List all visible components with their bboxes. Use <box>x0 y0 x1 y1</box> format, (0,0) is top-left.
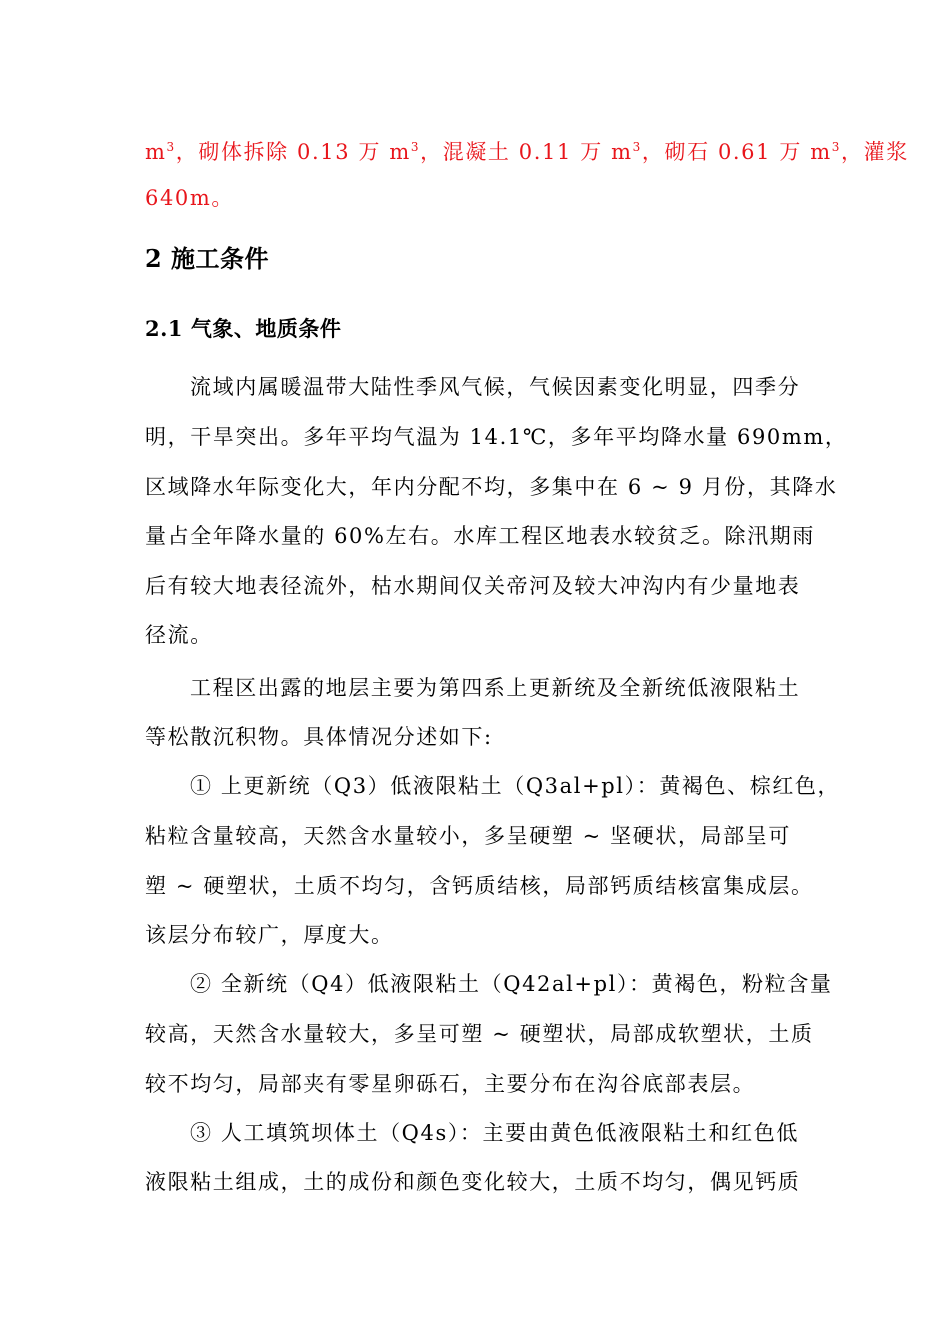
subsection-heading: 2.1 气象、地质条件 <box>145 316 342 341</box>
paragraph-line: 区域降水年际变化大，年内分配不均，多集中在 6 ~ 9 月份，其降水 <box>145 475 838 499</box>
superscript: 3 <box>632 140 642 154</box>
section-heading: 2 施工条件 <box>145 244 270 273</box>
intro-line-2: 640m。 <box>145 186 234 210</box>
list-item-line: ② 全新统（Q4）低液限粘土（Q42al+pl）：黄褐色，粉粒含量 <box>190 972 833 996</box>
paragraph-line: 量占全年降水量的 60%左右。水库工程区地表水较贫乏。除汛期雨 <box>145 524 815 548</box>
text-run: ，砌石 0.61 万 m <box>641 140 832 164</box>
text-run: ，混凝土 0.11 万 m <box>420 140 633 164</box>
list-item-line: 该层分布较广，厚度大。 <box>145 923 394 947</box>
superscript: 3 <box>831 140 842 154</box>
list-item-line: 粘粒含量较高，天然含水量较小，多呈硬塑 ~ 坚硬状，局部呈可 <box>145 824 791 848</box>
list-item-line: 较高，天然含水量较大，多呈可塑 ~ 硬塑状，局部成软塑状，土质 <box>145 1022 814 1046</box>
list-item-line: 较不均匀，局部夹有零星卵砾石，主要分布在沟谷底部表层。 <box>145 1072 756 1096</box>
list-item-line: ③ 人工填筑坝体土（Q4s）：主要由黄色低液限粘土和红色低 <box>190 1121 799 1145</box>
paragraph-line: 流域内属暖温带大陆性季风气候，气候因素变化明显，四季分 <box>190 375 801 399</box>
list-item-line: 塑 ~ 硬塑状，土质不均匀，含钙质结核，局部钙质结核富集成层。 <box>145 874 814 898</box>
superscript: 3 <box>166 140 176 154</box>
paragraph-line: 等松散沉积物。具体情况分述如下: <box>145 725 493 749</box>
list-item-line: ① 上更新统（Q3）低液限粘土（Q3al+pl）：黄褐色、棕红色， <box>190 774 841 798</box>
paragraph-line: 工程区出露的地层主要为第四系上更新统及全新统低液限粘土 <box>190 676 801 700</box>
paragraph-line: 后有较大地表径流外，枯水期间仅关帝河及较大冲沟内有少量地表 <box>145 574 801 598</box>
superscript: 3 <box>410 140 421 154</box>
text-run: m <box>145 140 167 164</box>
intro-line-1 <box>145 142 909 163</box>
paragraph-line: 明，干旱突出。多年平均气温为 14.1℃，多年平均降水量 690mm， <box>145 425 848 449</box>
list-item-line: 液限粘土组成，土的成份和颜色变化较大，土质不均匀，偶见钙质 <box>145 1170 801 1194</box>
text-run: ，灌浆 <box>841 140 909 164</box>
paragraph-line: 径流。 <box>145 623 213 647</box>
text-run: ，砌体拆除 0.13 万 m <box>175 140 411 164</box>
